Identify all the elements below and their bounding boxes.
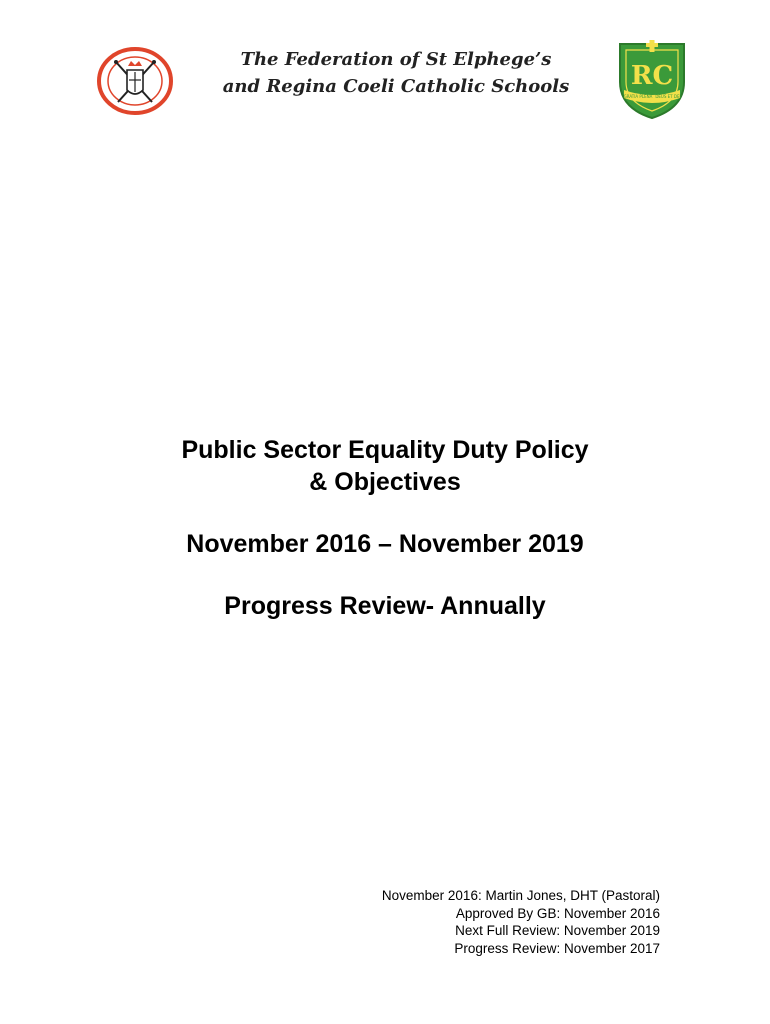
right-logo-banner-right: DEUS ET DEI: [655, 94, 681, 99]
approved-line: Approved By GB: November 2016: [455, 905, 660, 921]
federation-title: [196, 46, 596, 100]
author-line: November 2016: Martin Jones, DHT (Pastoral): [381, 888, 660, 903]
document-header: [0, 0, 770, 140]
progress-review-line: Progress Review: November 2017: [454, 940, 660, 956]
regina-coeli-shield-icon: [614, 38, 690, 120]
title-line-2: & Objectives: [309, 468, 461, 496]
federation-line-2: and Regina Coeli Catholic Schools: [222, 76, 570, 97]
approval-details: [382, 887, 660, 957]
right-logo-banner-left: GRATIA PLENA: [623, 94, 653, 99]
right-logo-letters: RC: [630, 61, 674, 91]
policy-date-range: November 2016 – November 2019: [186, 530, 584, 558]
next-review-line: Next Full Review: November 2019: [455, 923, 660, 938]
document-title: [0, 434, 770, 498]
st-elphege-crest-icon: [96, 46, 174, 116]
title-line-1: Public Sector Equality Duty Policy: [181, 436, 589, 464]
federation-line-1: The Federation of St Elphege’s: [240, 49, 552, 70]
progress-review-heading: Progress Review- Annually: [224, 592, 546, 620]
